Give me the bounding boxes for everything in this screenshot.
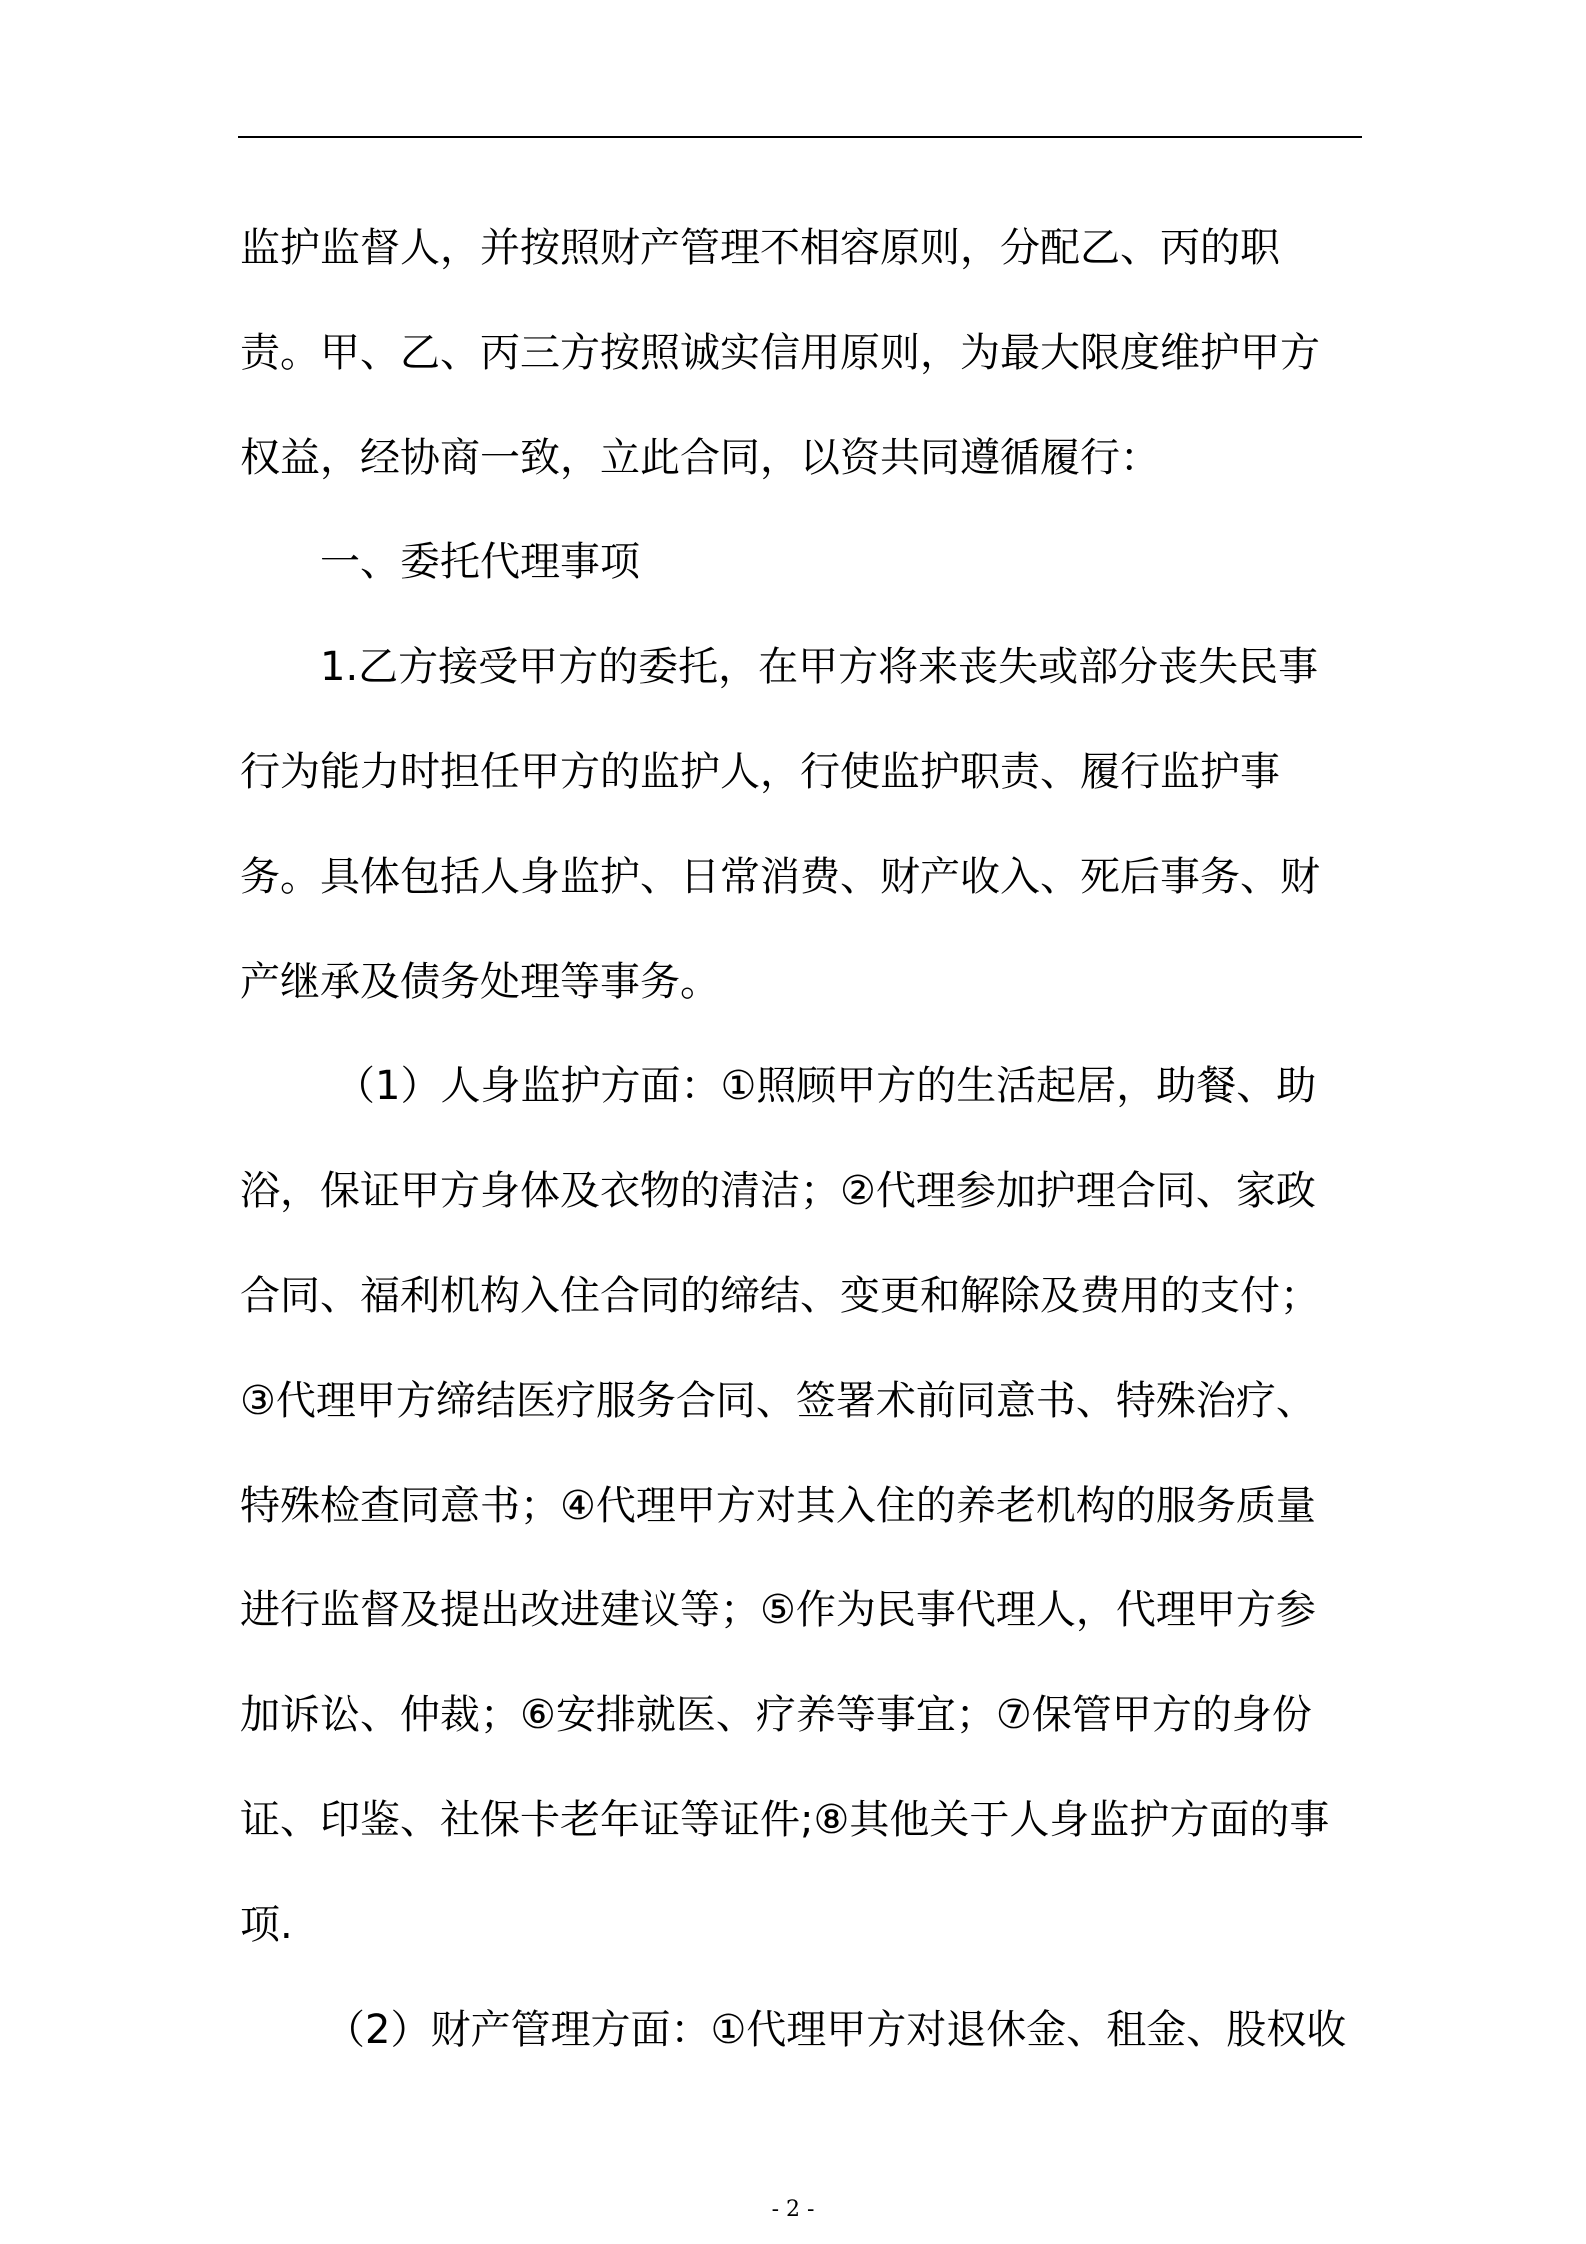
- text-line: 加诉讼、仲裁；⑥安排就医、疗养等事宜；⑦保管甲方的身份: [240, 1692, 1312, 1739]
- text-line: 监护监督人，并按照财产管理不相容原则，分配乙、丙的职: [240, 225, 1280, 271]
- text-line: 合同、福利机构入住合同的缔结、变更和解除及费用的支付；: [240, 1272, 1320, 1319]
- text-line: 行为能力时担任甲方的监护人，行使监护职责、履行监护事: [240, 748, 1280, 795]
- text-line: 务。具体包括人身监护、日常消费、财产收入、死后事务、财: [240, 853, 1320, 900]
- text-line: ③代理甲方缔结医疗服务合同、签署术前同意书、特殊治疗、: [240, 1377, 1316, 1424]
- text-line: 浴，保证甲方身体及衣物的清洁；②代理参加护理合同、家政: [240, 1168, 1316, 1215]
- text-line: （2）财产管理方面：①代理甲方对退休金、租金、股权收: [325, 2006, 1347, 2053]
- section-heading: 一、委托代理事项: [320, 539, 640, 586]
- text-line: 特殊检查同意书；④代理甲方对其入住的养老机构的服务质量: [240, 1482, 1316, 1529]
- text-line: 证、印鉴、社保卡老年证等证件;⑧其他关于人身监护方面的事: [240, 1796, 1330, 1843]
- text-line: 责。甲、乙、丙三方按照诚实信用原则，为最大限度维护甲方: [240, 329, 1320, 376]
- text-line: （1）人身监护方面：①照顾甲方的生活起居，助餐、助: [335, 1063, 1317, 1110]
- header-rule: [238, 136, 1362, 138]
- body-text: [240, 196, 1365, 2082]
- text-line: 1.乙方接受甲方的委托，在甲方将来丧失或部分丧失民事: [320, 644, 1319, 691]
- page-number: - 2 -: [771, 2197, 815, 2222]
- text-line: 进行监督及提出改进建议等；⑤作为民事代理人，代理甲方参: [240, 1587, 1316, 1634]
- text-line: 产继承及债务处理等事务。: [240, 958, 720, 1005]
- text-line: 项.: [240, 1901, 293, 1948]
- text-line: 权益，经协商一致，立此合同，以资共同遵循履行：: [240, 434, 1160, 481]
